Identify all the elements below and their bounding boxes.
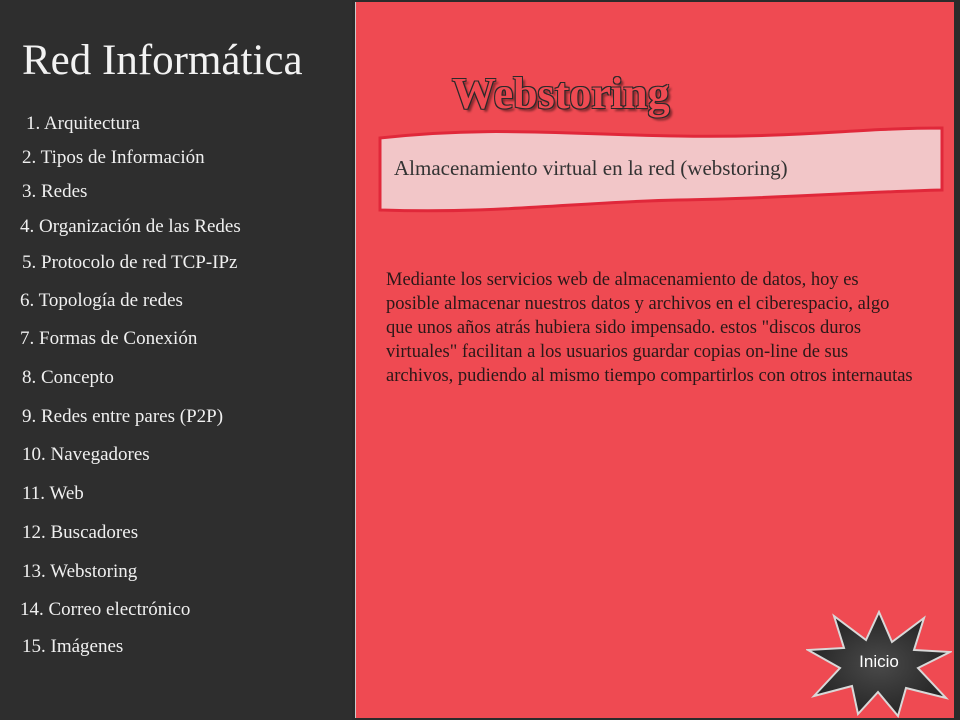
nav-item-tipos-de-informacion[interactable]: 2. Tipos de Información — [22, 147, 205, 168]
nav-item-organizacion-redes[interactable]: 4. Organización de las Redes — [20, 216, 241, 237]
nav-item-formas-de-conexion[interactable]: 7. Formas de Conexión — [20, 328, 198, 349]
banner — [378, 126, 944, 216]
sidebar — [0, 0, 352, 720]
description-paragraph: Mediante los servicios web de almacenamiento de datos, hoy es posible almacenar nuestros datos y archivos en el ciberespacio, algo que unos años atrás hubiera sido impensado. estos "discos duros virtuales" facilitan a los usuarios guardar copias on-line de sus archivos, pudiendo al mismo tiempo compartirlos con otros internautas — [386, 270, 913, 386]
nav-item-topologia-redes[interactable]: 6. Topología de redes — [20, 290, 183, 311]
page-title: Webstoring — [452, 69, 670, 118]
site-title: Red Informática — [22, 37, 303, 84]
nav-item-concepto[interactable]: 8. Concepto — [22, 367, 114, 388]
banner-text: Almacenamiento virtual en la red (webstoring) — [394, 156, 788, 180]
nav-item-web[interactable]: 11. Web — [22, 483, 84, 504]
nav-item-redes[interactable]: 3. Redes — [22, 181, 88, 202]
inicio-label: Inicio — [859, 652, 899, 671]
nav-item-navegadores[interactable]: 10. Navegadores — [22, 444, 150, 465]
nav-item-arquitectura[interactable]: 1. Arquitectura — [26, 113, 140, 134]
nav-item-webstoring[interactable]: 13. Webstoring — [22, 561, 138, 582]
nav-item-redes-p2p[interactable]: 9. Redes entre pares (P2P) — [22, 406, 224, 427]
main-area — [352, 0, 960, 720]
nav-item-protocolo-tcp-ip[interactable]: 5. Protocolo de red TCP-IPz — [22, 252, 238, 273]
nav-item-buscadores[interactable]: 12. Buscadores — [22, 522, 139, 543]
inicio-button[interactable] — [806, 610, 952, 718]
nav-item-correo-electronico[interactable]: 14. Correo electrónico — [20, 599, 191, 620]
content-panel — [355, 2, 954, 718]
nav-item-imagenes[interactable]: 15. Imágenes — [22, 636, 124, 657]
